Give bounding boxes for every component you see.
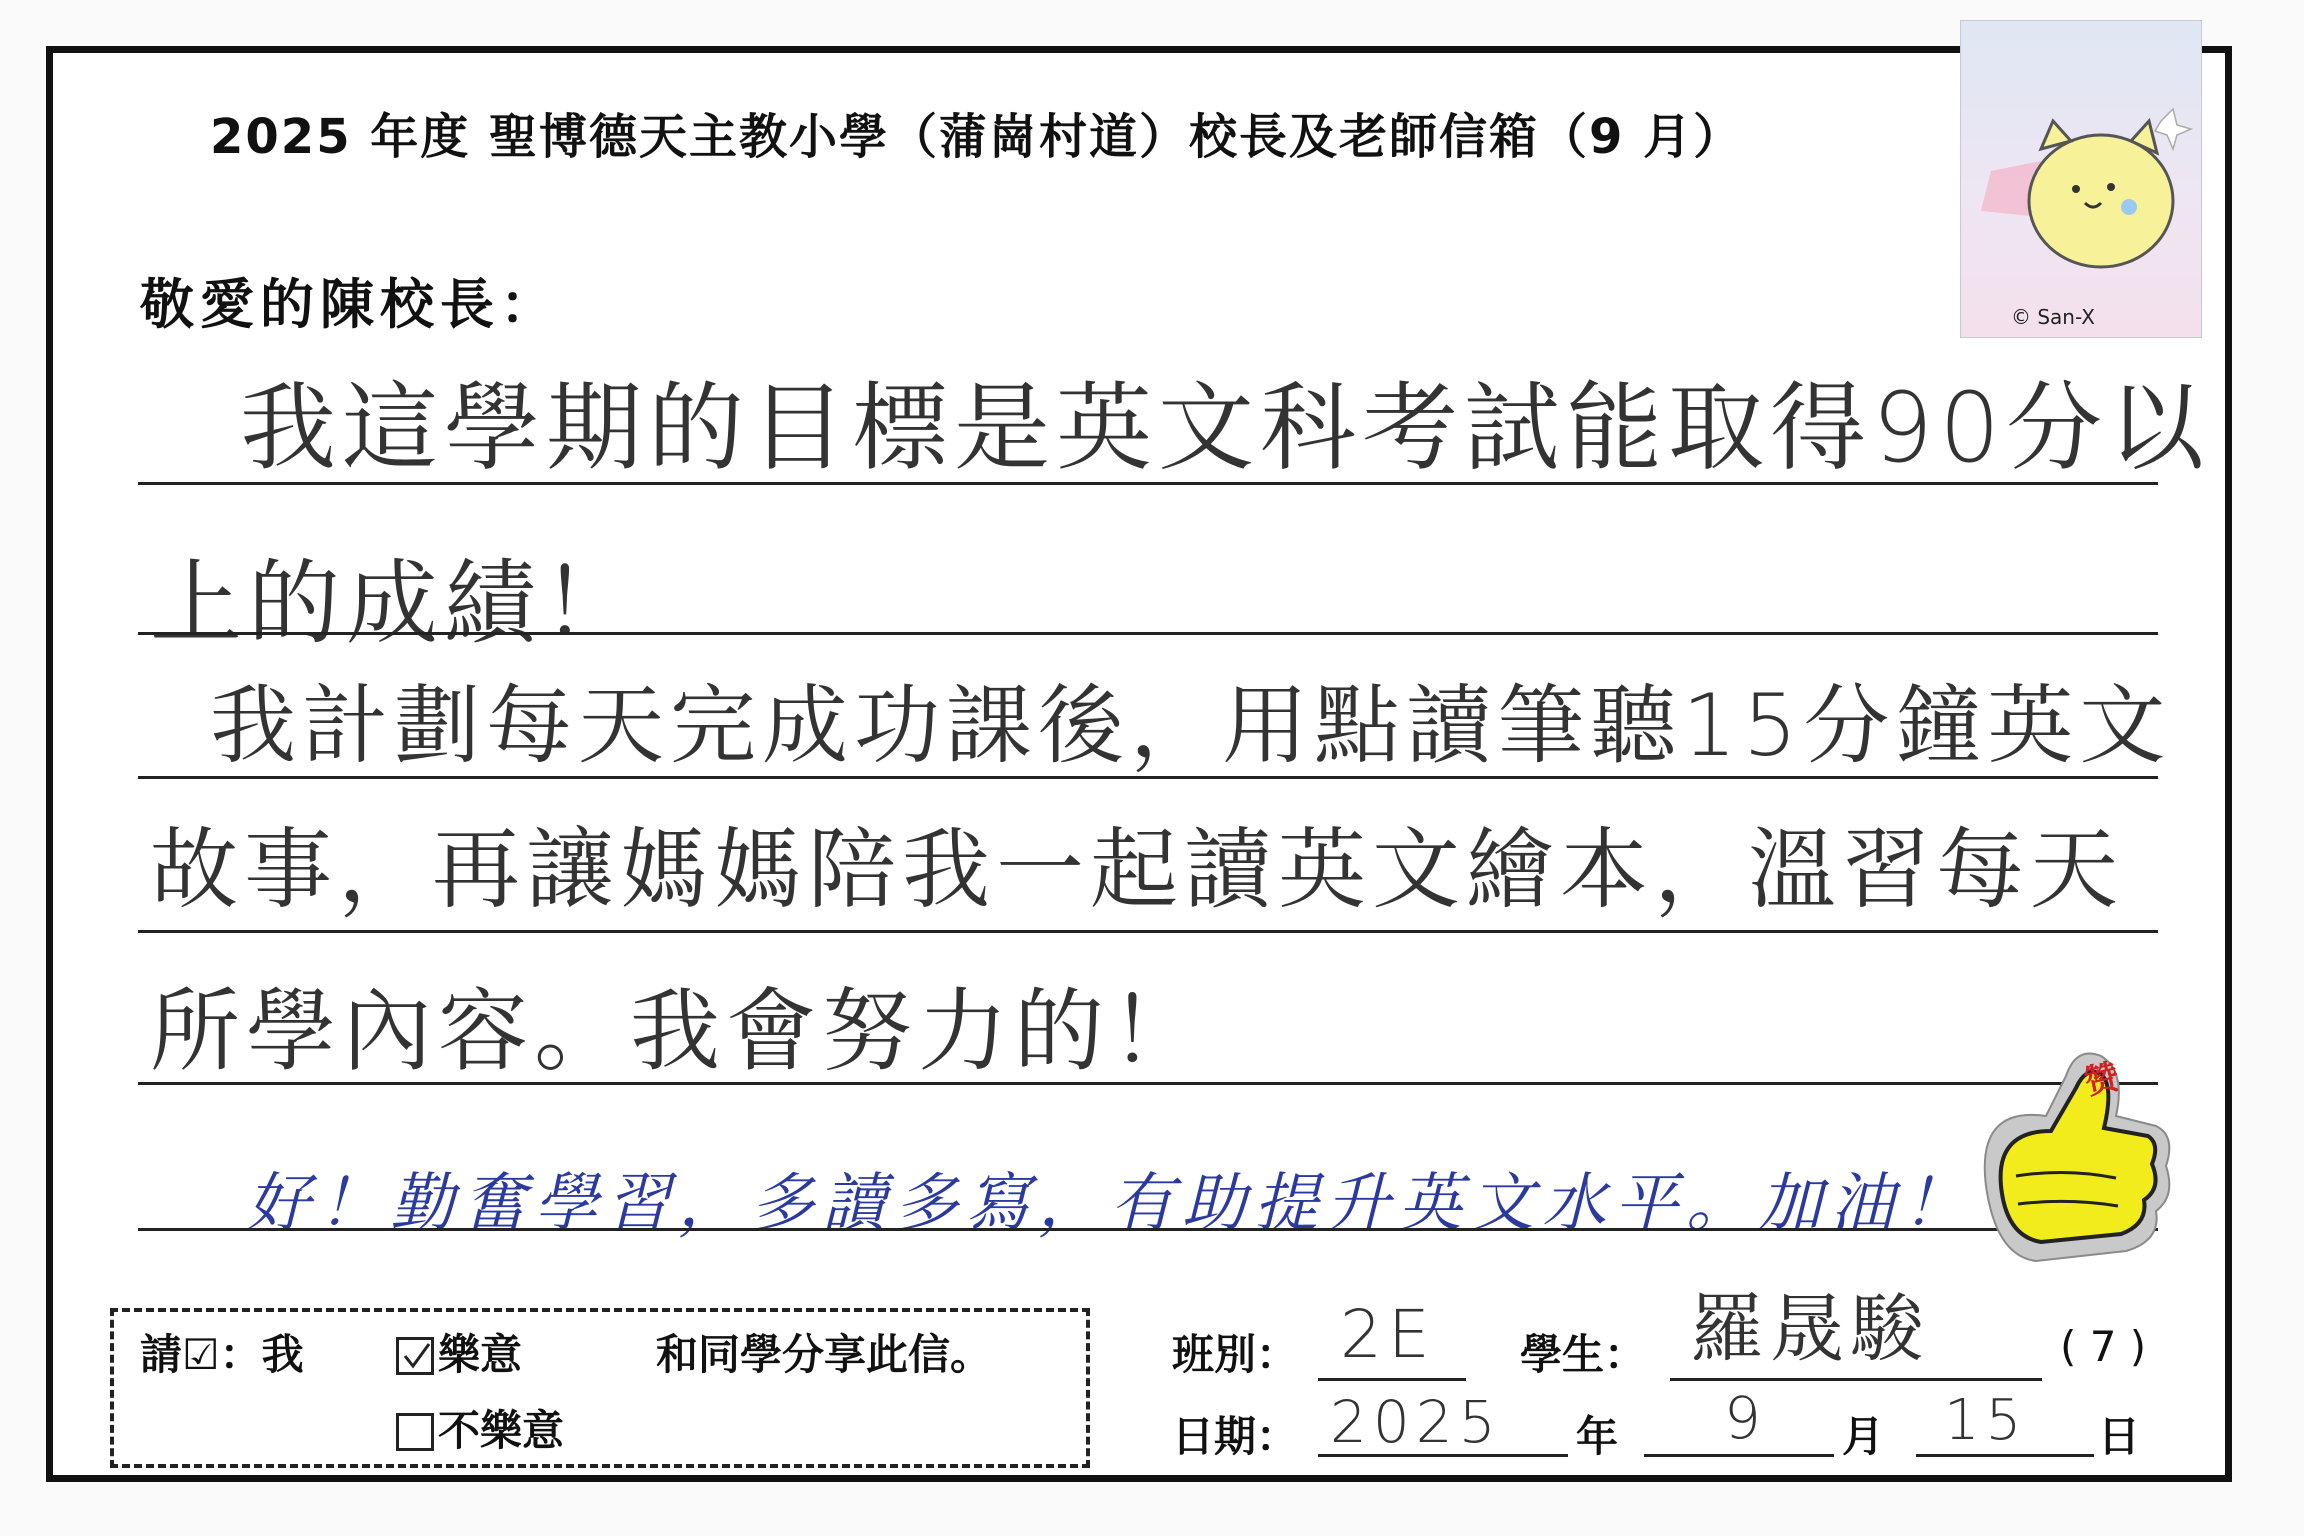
letter-line-3: 我計劃每天完成功課後，用點讀筆聽15分鐘英文 <box>210 676 2172 776</box>
letter-line-4: 故事，再讓媽媽陪我一起讀英文繪本，溫習每天 <box>150 818 2125 921</box>
day-field-line <box>1916 1454 2094 1457</box>
letter-line-2: 上的成績！ <box>150 550 641 657</box>
disagree-option[interactable] <box>396 1398 564 1458</box>
student-number: ( 7 ) <box>2060 1322 2147 1371</box>
thumbs-up-sticker <box>1976 1036 2176 1272</box>
share-suffix: 和同學分享此信。 <box>656 1330 993 1379</box>
agree-checkbox[interactable] <box>396 1337 434 1375</box>
greeting: 敬愛的陳校長： <box>140 273 560 336</box>
letter-line-1: 我這學期的目標是英文科考試能取得90分以 <box>240 372 2211 484</box>
agree-label: 樂意 <box>438 1330 523 1379</box>
year-field-line <box>1318 1454 1568 1457</box>
day-value: 15 <box>1944 1388 2028 1453</box>
student-field-line <box>1670 1378 2042 1381</box>
writing-line <box>138 930 2158 933</box>
disagree-checkbox[interactable] <box>396 1413 434 1451</box>
writing-line <box>138 776 2158 779</box>
agree-option[interactable] <box>396 1322 522 1382</box>
thumbs-up-icon <box>1976 1036 2176 1272</box>
class-label: 班別： <box>1172 1330 1299 1379</box>
cat-sticker <box>1960 20 2202 338</box>
share-prompt: 請☑：我 <box>140 1330 304 1379</box>
page-title: 2025 年度 聖博德天主教小學（蒲崗村道）校長及老師信箱（9 月） <box>210 109 1744 165</box>
writing-line <box>138 632 2158 635</box>
writing-line <box>138 482 2158 485</box>
month-value: 9 <box>1724 1384 1767 1452</box>
class-field-line <box>1318 1378 1466 1381</box>
year-value: 2025 <box>1330 1388 1502 1456</box>
date-label: 日期： <box>1172 1412 1299 1461</box>
month-unit: 月 <box>1842 1412 1885 1461</box>
class-value: 2E <box>1340 1296 1436 1373</box>
day-unit: 日 <box>2098 1412 2141 1461</box>
month-field-line <box>1644 1454 1834 1457</box>
disagree-label: 不樂意 <box>438 1406 565 1455</box>
cat-sticker-illustration <box>1961 21 2203 339</box>
writing-line <box>138 1082 2158 1085</box>
student-name: 羅晟駿 <box>1690 1286 1930 1372</box>
copyright-text: © San-X <box>2011 305 2095 329</box>
letter-line-5: 所學內容。我會努力的！ <box>150 979 1206 1084</box>
teacher-reply: 好！勤奮學習，多讀多寫，有助提升英文水平。加油！ <box>246 1167 1974 1241</box>
year-unit: 年 <box>1576 1412 1619 1461</box>
writing-line <box>138 1228 2158 1231</box>
check-mark-icon <box>399 1340 433 1374</box>
thumb-badge-text: 赞 <box>2080 1056 2123 1104</box>
student-label: 學生： <box>1520 1330 1647 1379</box>
